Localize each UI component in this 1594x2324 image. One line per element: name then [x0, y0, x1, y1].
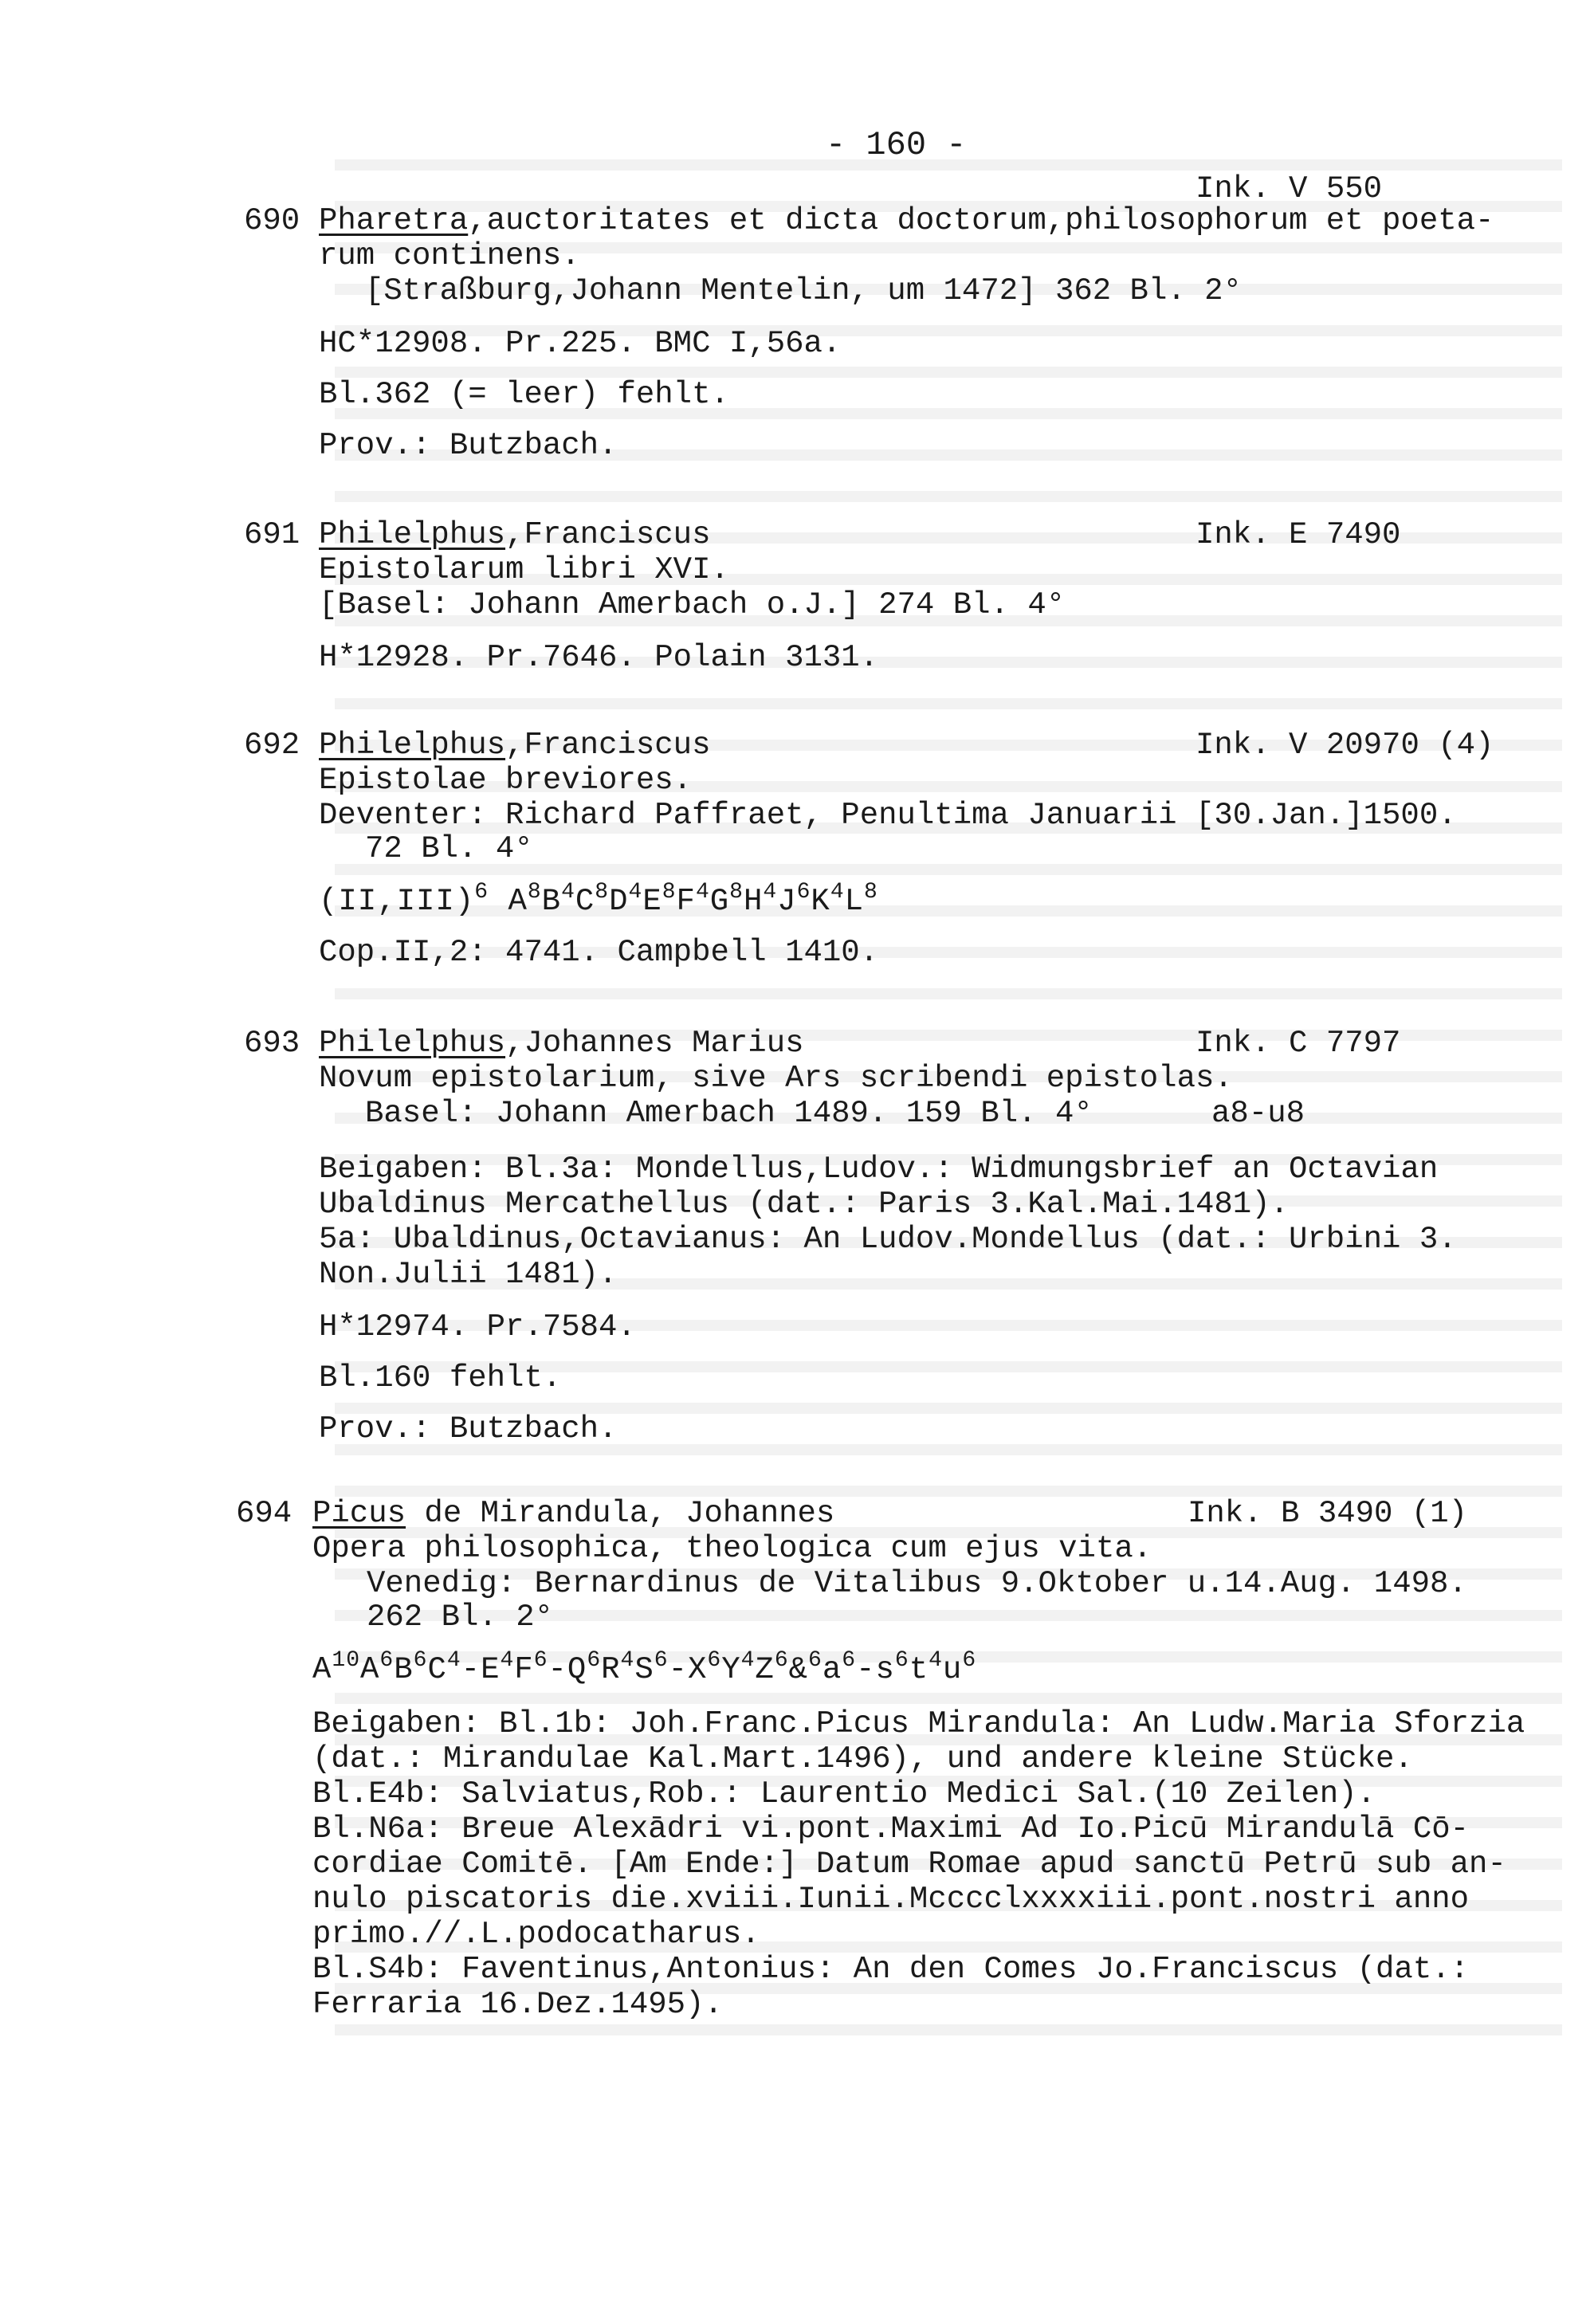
provenance-line: Prov.: Butzbach.	[319, 428, 618, 463]
provenance-line: Prov.: Butzbach.	[319, 1411, 618, 1447]
title-line: Novum epistolarium, sive Ars scribendi epistolas.	[319, 1061, 1233, 1096]
shelfmark: Ink. V 20970 (4)	[1196, 728, 1494, 763]
collation-line: 72 Bl. 4°	[365, 831, 533, 866]
title-line: Opera philosophica, theologica cum ejus vita.	[312, 1531, 1152, 1566]
heading-rest: de Mirandula, Johannes	[406, 1496, 835, 1531]
heading-keyword: Pharetra	[319, 203, 469, 238]
references-line: HC*12908. Pr.225. BMC I,56a.	[319, 326, 842, 361]
title-line: Epistolarum libri XVI.	[319, 552, 729, 587]
beigaben-line: Non.Julii 1481).	[319, 1257, 618, 1292]
entry-heading	[319, 517, 711, 552]
references-line: H*12928. Pr.7646. Polain 3131.	[319, 640, 879, 675]
heading-rest: ,Franciscus	[505, 517, 711, 552]
entry-heading	[319, 730, 711, 761]
beigaben-line: Bl.N6a: Breue Alexādri vi.pont.Maximi Ad Io.Picū Mirandulā Cō-	[312, 1812, 1470, 1847]
heading-keyword: Philelphus	[319, 517, 506, 552]
beigaben-line: Ferraria 16.Dez.1495).	[312, 1987, 723, 2022]
signatures-line: $A^{10}A^6B^6C^4-E^4F^6-Q^6R^4S^6-X^6Y^4Z^6\&^6a^6-s^6t^4u^6$	[312, 1648, 977, 1687]
heading-rest: ,Franciscus	[505, 728, 711, 763]
shelfmark: Ink. B 3490 (1)	[1188, 1496, 1468, 1531]
entry-number: 692	[244, 728, 300, 763]
heading-keyword: Picus	[312, 1496, 406, 1531]
beigaben-line: cordiae Comitē. [Am Ende:] Datum Romae apud sanctū Petrū sub an-	[312, 1847, 1506, 1882]
beigaben-line: (dat.: Mirandulae Kal.Mart.1496), und andere kleine Stücke.	[312, 1741, 1413, 1776]
beigaben-line: Beigaben: Bl.3a: Mondellus,Ludov.: Widmungsbrief an Octavian	[319, 1152, 1439, 1187]
beigaben-line: Ubaldinus Mercathellus (dat.: Paris 3.Kal.Mai.1481).	[319, 1187, 1289, 1222]
entry-number: 694	[236, 1496, 292, 1531]
heading-keyword: Philelphus	[319, 728, 506, 763]
entry-number: 693	[244, 1026, 300, 1061]
title-line: rum continens.	[319, 238, 580, 273]
page-number: - 160 -	[826, 126, 967, 164]
beigaben-line: nulo piscatoris die.xviii.Iunii.Mcccclxxxxiii.pont.nostri anno	[312, 1882, 1470, 1917]
collation-line: 262 Bl. 2°	[367, 1600, 554, 1635]
imprint-line: Deventer: Richard Paffraet, Penultima Januarii [30.Jan.]1500.	[319, 798, 1457, 833]
entry-number: 691	[244, 517, 300, 552]
imprint-line: [Basel: Johann Amerbach o.J.] 274 Bl. 4°	[319, 587, 1066, 622]
references-line: H*12974. Pr.7584.	[319, 1309, 636, 1345]
entry-number: 690	[244, 203, 300, 238]
references-line: Cop.II,2: 4741. Campbell 1410.	[319, 935, 879, 970]
entry-heading	[312, 1498, 834, 1529]
collation-signatures: a8-u8	[1211, 1096, 1305, 1131]
entry-heading	[319, 1028, 804, 1059]
shelfmark: Ink. V 550	[1196, 171, 1383, 206]
imprint-line: [Straßburg,Johann Mentelin, um 1472] 362 Bl. 2°	[365, 273, 1242, 308]
beigaben-line: 5a: Ubaldinus,Octavianus: An Ludov.Mondellus (dat.: Urbini 3.	[319, 1222, 1457, 1257]
imprint-line: Venedig: Bernardinus de Vitalibus 9.Oktober u.14.Aug. 1498.	[367, 1566, 1467, 1601]
heading-rest: ,Johannes Marius	[505, 1026, 804, 1061]
imprint-line: Basel: Johann Amerbach 1489. 159 Bl. 4°	[365, 1096, 1093, 1131]
beigaben-line: Beigaben: Bl.1b: Joh.Franc.Picus Mirandula: An Ludw.Maria Sforzia	[312, 1706, 1525, 1741]
beigaben-line: Bl.S4b: Faventinus,Antonius: An den Comes Jo.Franciscus (dat.:	[312, 1952, 1470, 1987]
heading-rest: ,auctoritates et dicta doctorum,philosophorum et poeta-	[468, 203, 1494, 238]
signatures-line: $(II,III)^6$ $A^8B^4C^8D^4E^8F^4G^8H^4J^6K^4L^8$	[319, 880, 878, 919]
title-line: Epistolae breviores.	[319, 763, 693, 798]
beigaben-line: Bl.E4b: Salviatus,Rob.: Laurentio Medici Sal.(10 Zeilen).	[312, 1776, 1376, 1812]
note-line: Bl.362 (= leer) fehlt.	[319, 377, 729, 412]
shelfmark: Ink. C 7797	[1196, 1026, 1401, 1061]
shelfmark: Ink. E 7490	[1196, 517, 1401, 552]
note-line: Bl.160 fehlt.	[319, 1360, 562, 1396]
heading-keyword: Philelphus	[319, 1026, 506, 1061]
beigaben-line: primo.//.L.podocatharus.	[312, 1917, 760, 1952]
entry-heading	[319, 203, 1494, 238]
